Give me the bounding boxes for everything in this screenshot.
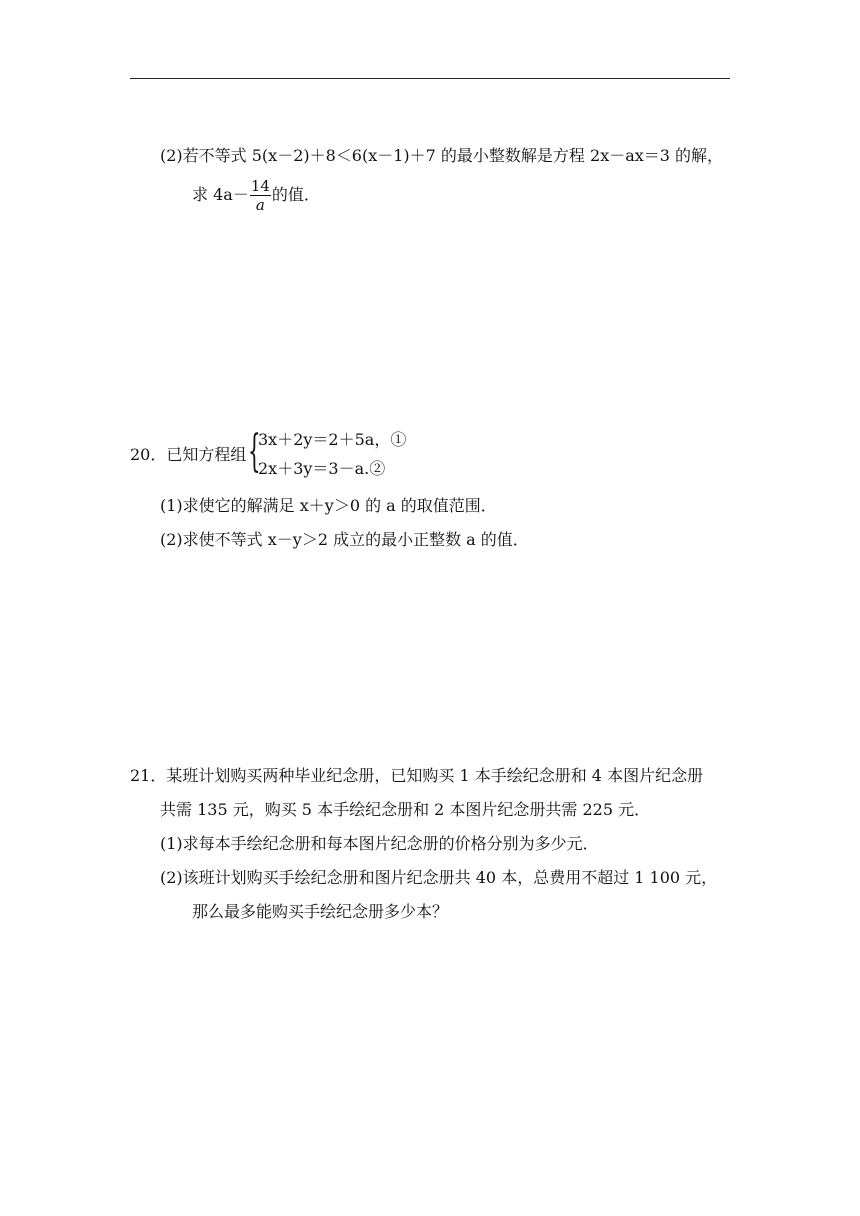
q20-part1: (1)求使它的解满足 x＋y＞0 的 a 的取值范围．: [160, 496, 497, 515]
header-rule: [130, 78, 730, 79]
q21-part1: (1)求每本手绘纪念册和每本图片纪念册的价格分别为多少元．: [160, 834, 599, 853]
q19-part2-line1: (2)若不等式 5(x－2)＋8＜6(x－1)＋7 的最小整数解是方程 2x－ax＝3 的解，: [160, 146, 724, 165]
q19-part2-prefix: 求 4a－: [192, 185, 249, 204]
system-brace: {: [248, 426, 261, 477]
q20-part2: (2)求使不等式 x－y＞2 成立的最小正整数 a 的值．: [160, 530, 529, 549]
q19-part2-suffix: 的值．: [271, 185, 320, 204]
q21-line1: 21．某班计划购买两种毕业纪念册，已知购买 1 本手绘纪念册和 4 本图片纪念册: [130, 766, 704, 785]
fraction: [250, 178, 271, 214]
fraction-numerator: 14: [250, 176, 270, 195]
q21-line2: 共需 135 元，购买 5 本手绘纪念册和 2 本图片纪念册共需 225 元．: [160, 800, 651, 819]
q19-part2-line2: [192, 176, 320, 214]
q20-equation-2: 2x＋3y＝3－a.②: [258, 459, 386, 478]
q20-lead: 20．已知方程组: [130, 445, 247, 464]
fraction-denominator: a: [255, 195, 265, 214]
q20-equation-1: 3x＋2y＝2＋5a，①: [258, 430, 407, 449]
q21-part2-line2: 那么最多能购买手绘纪念册多少本？: [192, 902, 449, 921]
q21-part2-line1: (2)该班计划购买手绘纪念册和图片纪念册共 40 本，总费用不超过 1 100 元，: [160, 868, 718, 887]
